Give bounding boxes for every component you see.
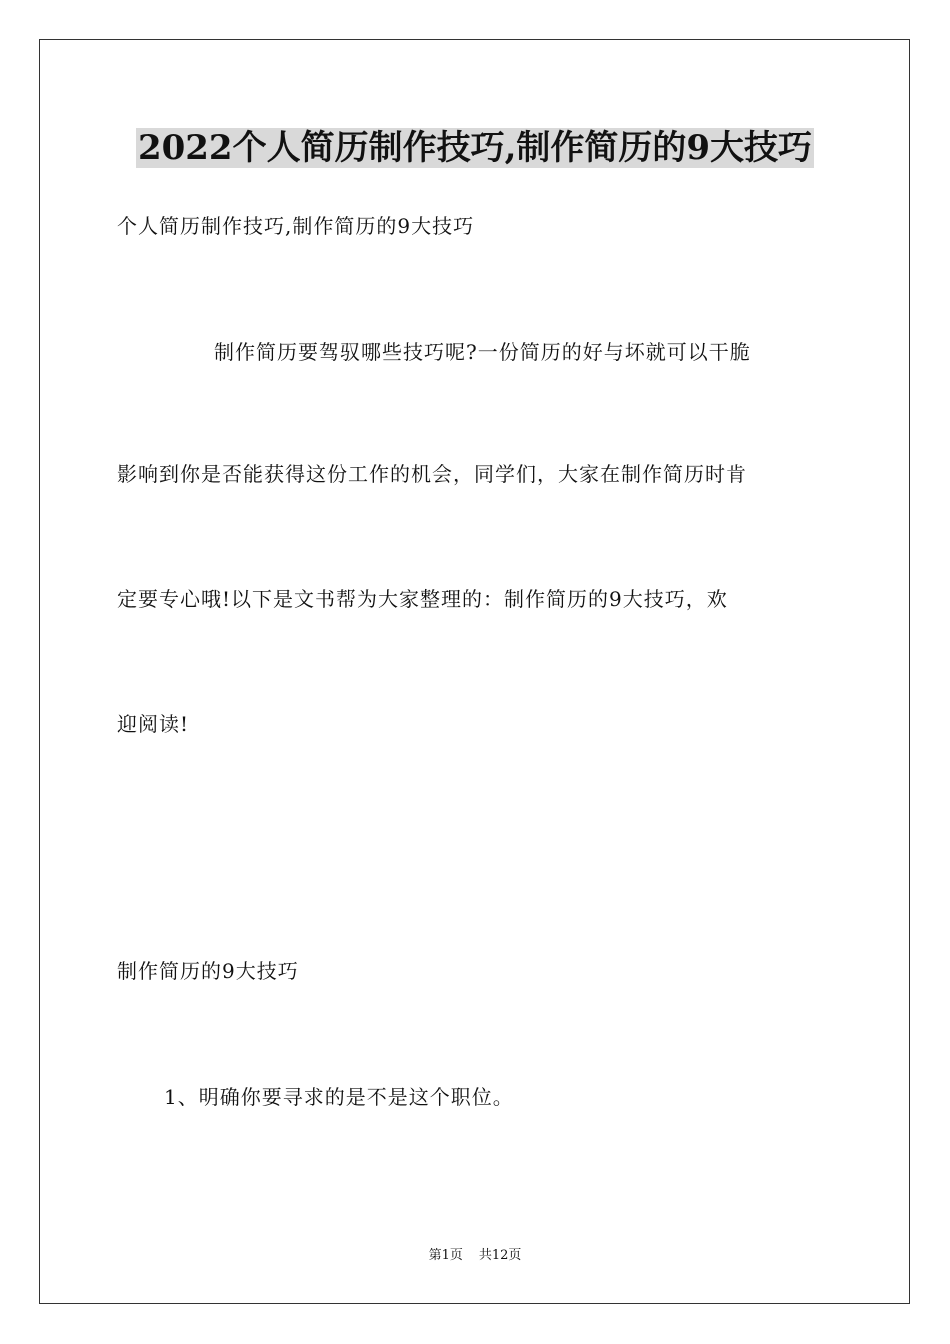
page-footer (0, 1247, 950, 1265)
page-total: 共12页 (478, 1248, 522, 1263)
document-title (0, 126, 950, 170)
document-subtitle: 个人简历制作技巧,制作简历的9大技巧 (117, 214, 475, 238)
paragraph-line-1: 制作简历要驾驭哪些技巧呢?一份简历的好与坏就可以干脆 (214, 340, 751, 364)
paragraph-line-4: 迎阅读! (117, 712, 190, 736)
page-number: 第1页 (428, 1248, 463, 1263)
section-heading: 制作简历的9大技巧 (117, 959, 299, 983)
list-item: 1、明确你要寻求的是不是这个职位。 (164, 1085, 514, 1109)
paragraph-line-3: 定要专心哦!以下是文书帮为大家整理的：制作简历的9大技巧，欢 (117, 587, 728, 611)
paragraph-line-2: 影响到你是否能获得这份工作的机会，同学们，大家在制作简历时肯 (117, 462, 747, 486)
document-title-text: 2022个人简历制作技巧,制作简历的9大技巧 (137, 128, 813, 168)
